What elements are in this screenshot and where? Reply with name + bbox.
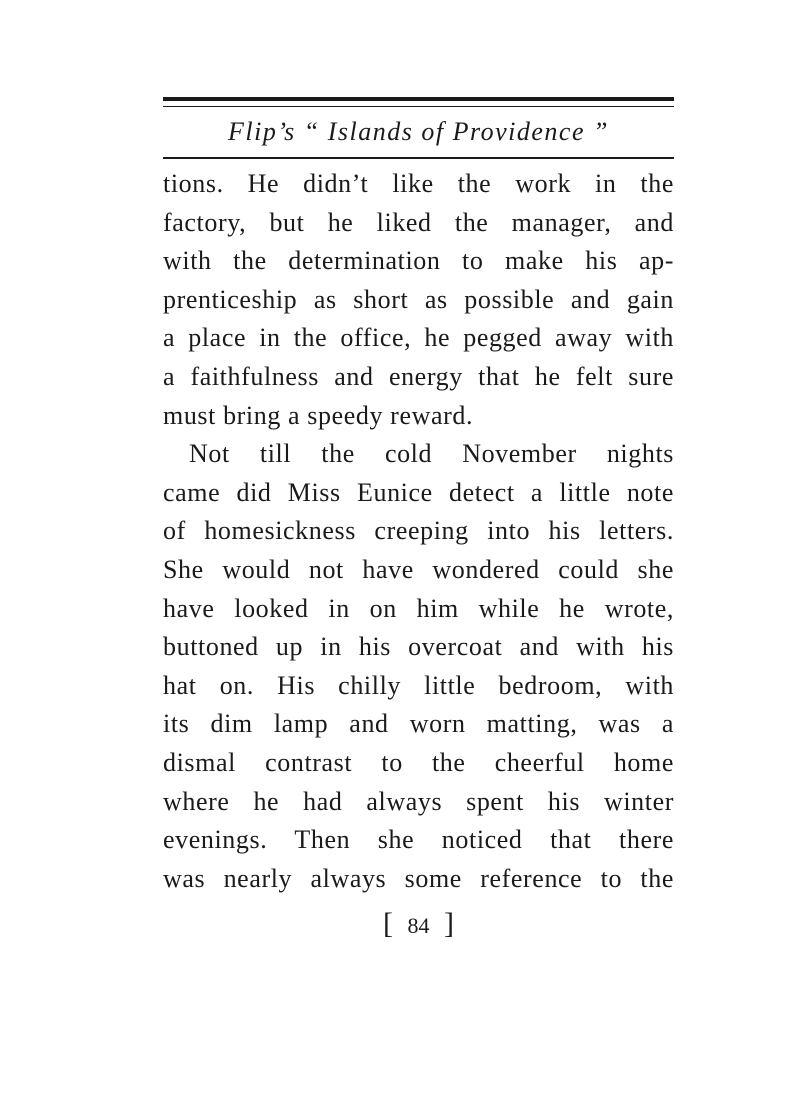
text-line: dismal contrast to the cheerful home	[163, 747, 674, 777]
body-text	[163, 165, 674, 898]
text-line: prenticeship as short as possible and gain	[163, 284, 674, 314]
folio-number: 84	[407, 913, 430, 938]
text-line: Not till the cold November nights	[189, 439, 674, 469]
text-line: of homesickness creeping into his letters.	[163, 516, 674, 546]
text-line: She would not have wondered could she	[163, 554, 674, 584]
text-line: with the determination to make his ap-	[163, 246, 674, 276]
text-line: came did Miss Eunice detect a little note	[163, 477, 674, 507]
header-rule-bottom	[163, 157, 674, 159]
text-line: must bring a speedy reward.	[163, 400, 474, 430]
text-line: a faithfulness and energy that he felt sure	[163, 361, 674, 391]
text-line: a place in the office, he pegged away with	[163, 323, 674, 353]
text-line: evenings. Then she noticed that there	[163, 825, 674, 855]
text-line: hat on. His chilly little bedroom, with	[163, 670, 674, 700]
text-line: buttoned up in his overcoat and with his	[163, 632, 674, 662]
text-line: factory, but he liked the manager, and	[163, 207, 674, 237]
running-head: Flip’s “ Islands of Providence ”	[228, 117, 609, 146]
text-line: was nearly always some reference to the	[163, 863, 674, 893]
folio-close-bracket: ]	[444, 907, 454, 940]
text-line: where he had always spent his winter	[163, 786, 674, 816]
text-line: have looked in on him while he wrote,	[163, 593, 674, 623]
page-number	[163, 904, 674, 944]
text-line: its dim lamp and worn matting, was a	[163, 709, 674, 739]
header-rule-thick	[163, 97, 674, 101]
folio-open-bracket: [	[383, 907, 393, 940]
text-line: tions. He didn’t like the work in the	[163, 169, 674, 198]
header-rule-thin	[163, 106, 674, 107]
